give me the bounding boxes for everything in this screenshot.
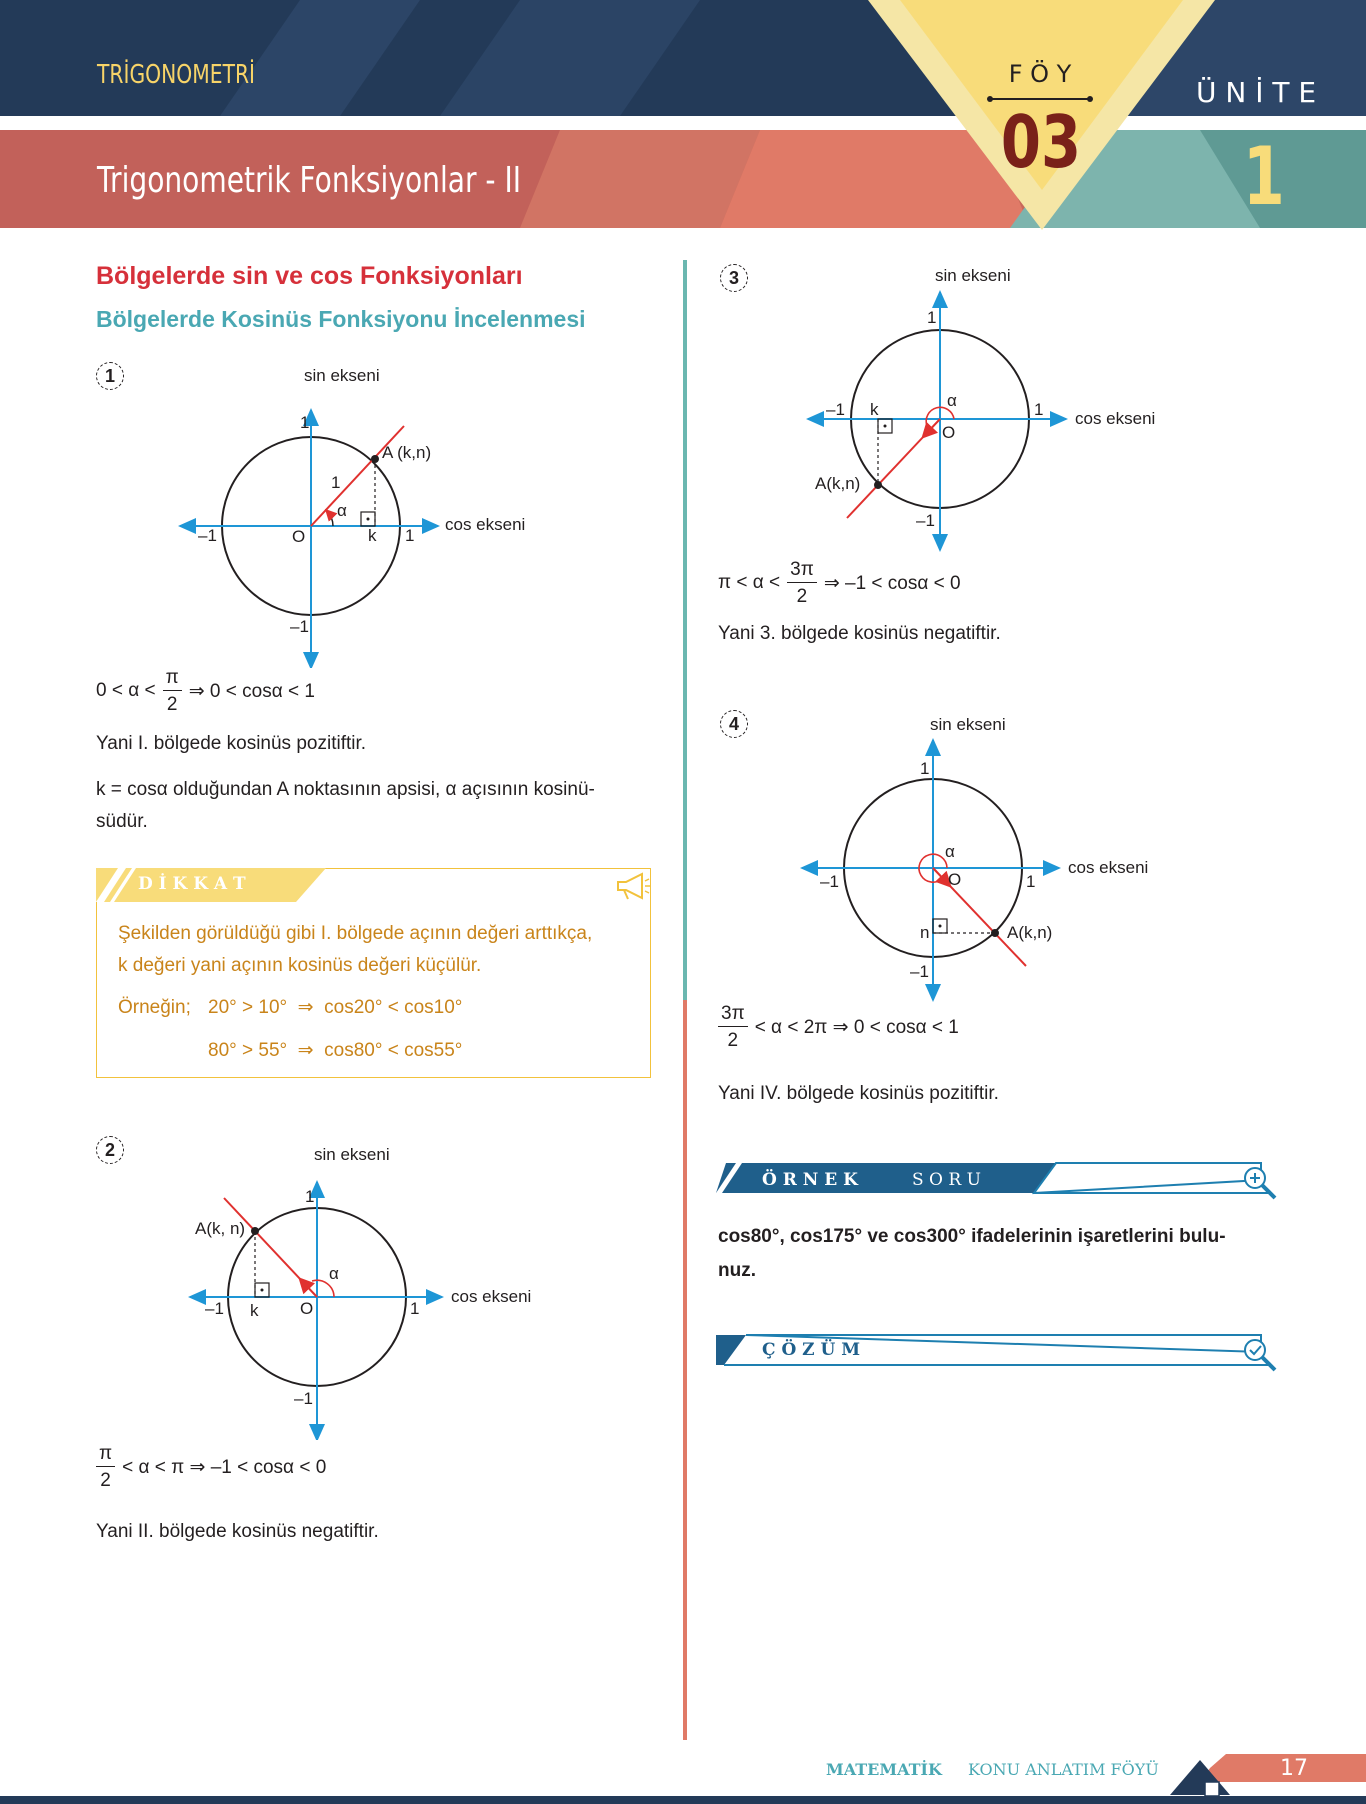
item-marker-1: 1: [96, 362, 124, 390]
formula-2-right: < α < π ⇒ –1 < cosα < 0: [122, 1456, 327, 1478]
cos-axis-label: cos ekseni: [445, 515, 526, 534]
subject-label: TRİGONOMETRİ: [97, 60, 256, 90]
tick-minus-one-bottom: –1: [290, 617, 309, 636]
point-a: [371, 455, 379, 463]
k-label: k: [250, 1301, 259, 1320]
foy-label: F Ö Y: [1008, 60, 1072, 88]
formula-3-den: 2: [796, 586, 808, 607]
tick-one-right: 1: [1026, 872, 1036, 891]
tick-one-right: 1: [1034, 400, 1044, 419]
dikkat-example2: 80° > 55° ⇒ cos80° < cos55°: [208, 1040, 463, 1061]
k-label: k: [870, 400, 879, 419]
point-a-label: A(k,n): [1007, 923, 1053, 942]
column-divider-top: [683, 260, 687, 1000]
unite-number: 1: [1242, 130, 1285, 223]
footer-brand-light: KONU ANLATIM FÖYÜ: [968, 1760, 1159, 1779]
page-title: Trigonometrik Fonksiyonlar - II: [97, 160, 522, 201]
tick-minus-one-left: –1: [205, 1299, 224, 1318]
formula-2: [96, 1444, 326, 1490]
tick-minus-one-left: –1: [826, 400, 845, 419]
radius-label: 1: [331, 473, 341, 492]
unite-label: Ü N İ T E: [1196, 76, 1317, 109]
formula-4-den: 2: [727, 1030, 739, 1051]
ornek-label: Ö R N E K: [762, 1170, 858, 1190]
ornek-question-line1: cos80°, cos175° ve cos300° ifadelerinin işaretlerini bulu-: [718, 1226, 1226, 1247]
k-label: k: [368, 526, 377, 545]
dikkat-example1: 20° > 10° ⇒ cos20° < cos10°: [208, 997, 463, 1018]
unit-circle-diagram-2: [170, 1140, 550, 1440]
origin-label: O: [948, 870, 962, 889]
dikkat-line2: k değeri yani açının kosinüs değeri küçülür.: [118, 955, 482, 976]
cozum-label: Ç Ö Z Ü M: [762, 1340, 861, 1360]
ornek-question-line2: nuz.: [718, 1260, 756, 1281]
item-marker-4: 4: [720, 710, 748, 738]
alpha-label: α: [337, 501, 347, 520]
n-label: n: [920, 923, 930, 942]
formula-3-num: 3π: [787, 560, 817, 583]
sin-axis-label: sin ekseni: [314, 1145, 390, 1164]
tick-one-right: 1: [410, 1299, 420, 1318]
unit-circle-diagram-4: [800, 710, 1180, 1010]
tick-minus-one-bottom: –1: [910, 962, 929, 981]
footer-brand-bold: MATEMATİK: [826, 1760, 942, 1779]
item1-text2b: südür.: [96, 811, 148, 832]
formula-1-den: 2: [166, 694, 178, 715]
point-a-label: A(k,n): [815, 474, 861, 493]
zoom-check-icon: [1240, 1335, 1280, 1375]
section-subtitle: Bölgelerde Kosinüs Fonksiyonu İncelenmesi: [96, 306, 586, 332]
section-title: Bölgelerde sin ve cos Fonksiyonları: [96, 262, 523, 290]
formula-3: [718, 560, 961, 606]
point-a: [874, 481, 882, 489]
item-marker-3: 3: [720, 264, 748, 292]
megaphone-icon: [614, 872, 652, 902]
sin-axis-label: sin ekseni: [304, 368, 380, 385]
tick-minus-one-left: –1: [820, 872, 839, 891]
formula-4-right: < α < 2π ⇒ 0 < cosα < 1: [754, 1016, 959, 1038]
page-number: 17: [1280, 1756, 1308, 1781]
column-divider-bottom: [683, 1000, 687, 1740]
tick-one-top: 1: [305, 1187, 315, 1206]
origin-label: O: [300, 1299, 314, 1318]
cos-axis-label: cos ekseni: [451, 1287, 532, 1306]
formula-1: [96, 668, 315, 714]
point-a: [991, 929, 999, 937]
formula-1-num: π: [163, 668, 182, 691]
item1-text1: Yani I. bölgede kosinüs pozitiftir.: [96, 733, 367, 754]
item2-text1: Yani II. bölgede kosinüs negatiftir.: [96, 1521, 379, 1542]
alpha-label: α: [947, 391, 957, 410]
formula-3-right: ⇒ –1 < cosα < 0: [823, 572, 961, 594]
formula-3-left: π < α <: [718, 572, 781, 593]
point-a-label: A(k, n): [195, 1219, 246, 1238]
angle-arc: [327, 511, 333, 526]
tick-one-top: 1: [300, 413, 310, 432]
cos-axis-label: cos ekseni: [1075, 409, 1156, 428]
sin-axis-label: sin ekseni: [930, 715, 1006, 734]
unit-circle-diagram-1: [170, 368, 550, 668]
formula-4: [718, 1004, 959, 1050]
alpha-label: α: [945, 842, 955, 861]
dikkat-line1: Şekilden görüldüğü gibi I. bölgede açının değeri arttıkça,: [118, 923, 593, 944]
item3-text1: Yani 3. bölgede kosinüs negatiftir.: [718, 623, 1001, 644]
formula-1-right: ⇒ 0 < cosα < 1: [188, 680, 315, 702]
point-a-label: A (k,n): [382, 443, 432, 462]
tick-one-top: 1: [920, 759, 930, 778]
soru-label: S O R U: [912, 1170, 981, 1190]
dikkat-example-prefix: Örneğin;: [118, 997, 191, 1018]
terminal-ray: [311, 426, 404, 526]
alpha-label: α: [329, 1264, 339, 1283]
sin-axis-label: sin ekseni: [935, 266, 1011, 285]
tick-one-top: 1: [927, 308, 937, 327]
dikkat-label: D İ K K A T: [138, 874, 246, 894]
foy-number: 03: [1000, 100, 1082, 184]
tick-minus-one-bottom: –1: [294, 1389, 313, 1408]
unit-circle-diagram-3: [800, 260, 1180, 560]
formula-1-left: 0 < α <: [96, 680, 156, 701]
formula-2-num: π: [96, 1444, 115, 1467]
item1-text2a: k = cosα olduğundan A noktasının apsisi, α açısının kosinü-: [96, 779, 595, 800]
footer-bar: [0, 1740, 1366, 1804]
formula-2-den: 2: [100, 1470, 111, 1491]
cos-axis-label: cos ekseni: [1068, 858, 1149, 877]
formula-4-num: 3π: [718, 1004, 748, 1027]
origin-label: O: [292, 527, 306, 546]
tick-minus-one-bottom: –1: [916, 511, 935, 530]
origin-label: O: [942, 423, 956, 442]
item4-text1: Yani IV. bölgede kosinüs pozitiftir.: [718, 1083, 999, 1104]
tick-minus-one-left: –1: [198, 526, 217, 545]
zoom-in-icon: [1240, 1163, 1280, 1203]
tick-one-right: 1: [405, 526, 415, 545]
item-marker-2: 2: [96, 1136, 124, 1164]
point-a: [251, 1227, 259, 1235]
